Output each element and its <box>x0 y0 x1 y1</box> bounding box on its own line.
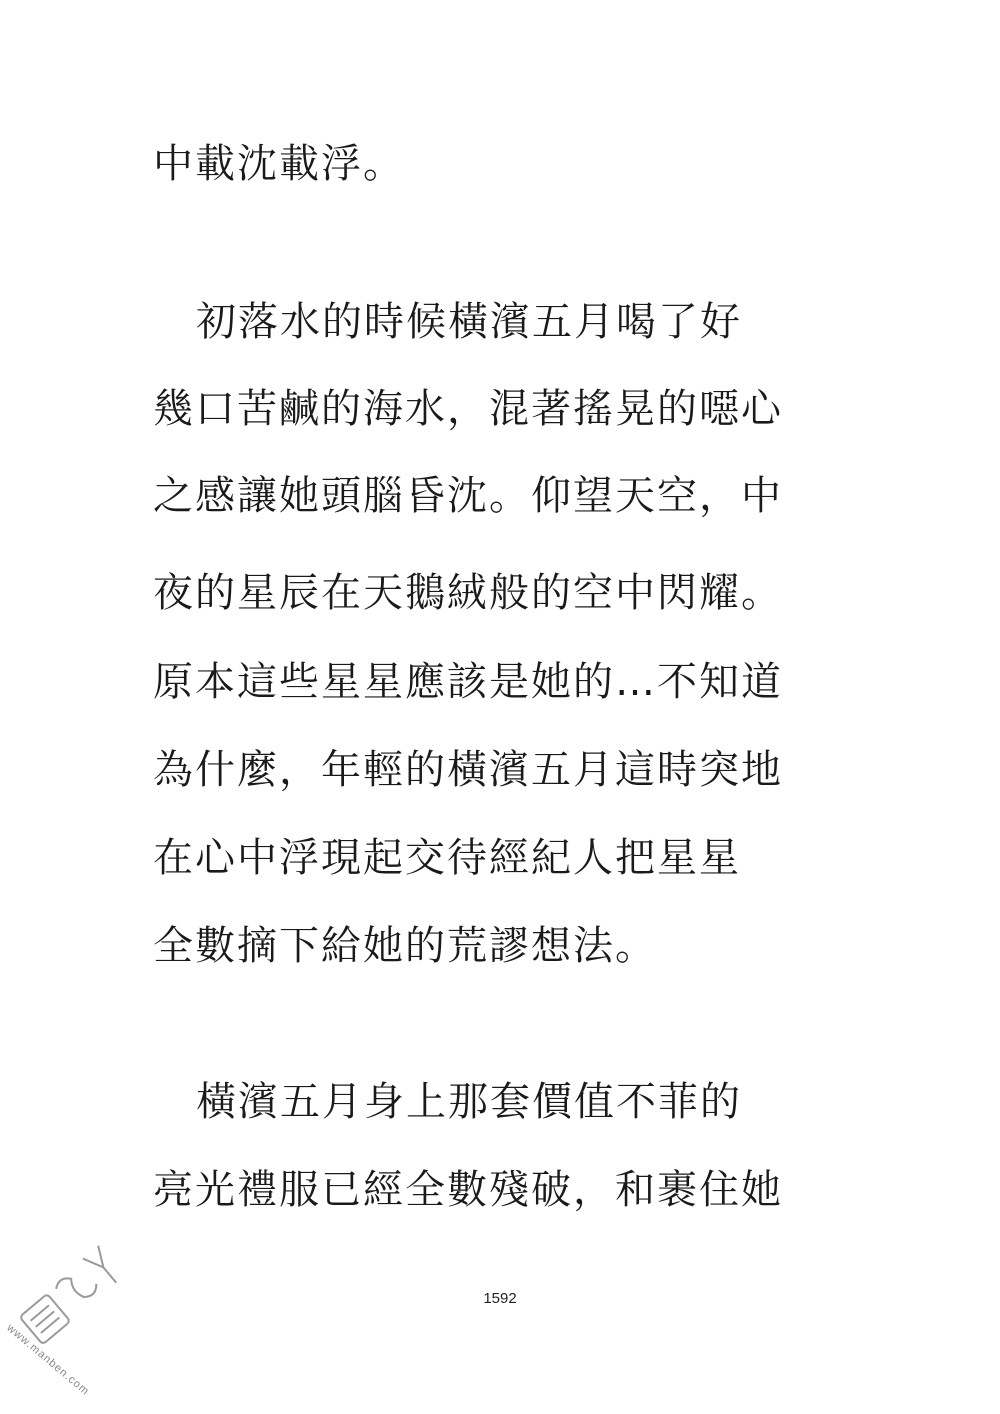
watermark-url: www.manben.com <box>4 1322 92 1398</box>
text-line-11: 亮光禮服已經全數殘破，和裹住她 <box>153 1167 783 1213</box>
text-line-8: 在心中浮現起交待經紀人把星星 <box>153 835 741 881</box>
text-line-3: 幾口苦鹹的海水，混著搖晃的噁心 <box>153 386 783 432</box>
text-line-1: 中載沈載浮。 <box>153 141 405 187</box>
text-line-4: 之感讓她頭腦昏沈。仰望天空，中 <box>153 473 783 519</box>
text-line-6: 原本這些星星應該是她的…不知道 <box>153 659 783 705</box>
text-line-7: 為什麼，年輕的橫濱五月這時突地 <box>153 747 783 793</box>
page-number: 1592 <box>483 1290 517 1307</box>
text-line-2: 初落水的時候橫濱五月喝了好 <box>196 299 742 345</box>
text-line-10: 橫濱五月身上那套價值不菲的 <box>196 1079 742 1125</box>
text-line-5: 夜的星辰在天鵝絨般的空中閃耀。 <box>153 570 783 616</box>
watermark-logo <box>4 1238 160 1398</box>
watermark-logo-icon <box>10 1238 160 1398</box>
text-line-9: 全數摘下給她的荒謬想法。 <box>153 923 657 969</box>
